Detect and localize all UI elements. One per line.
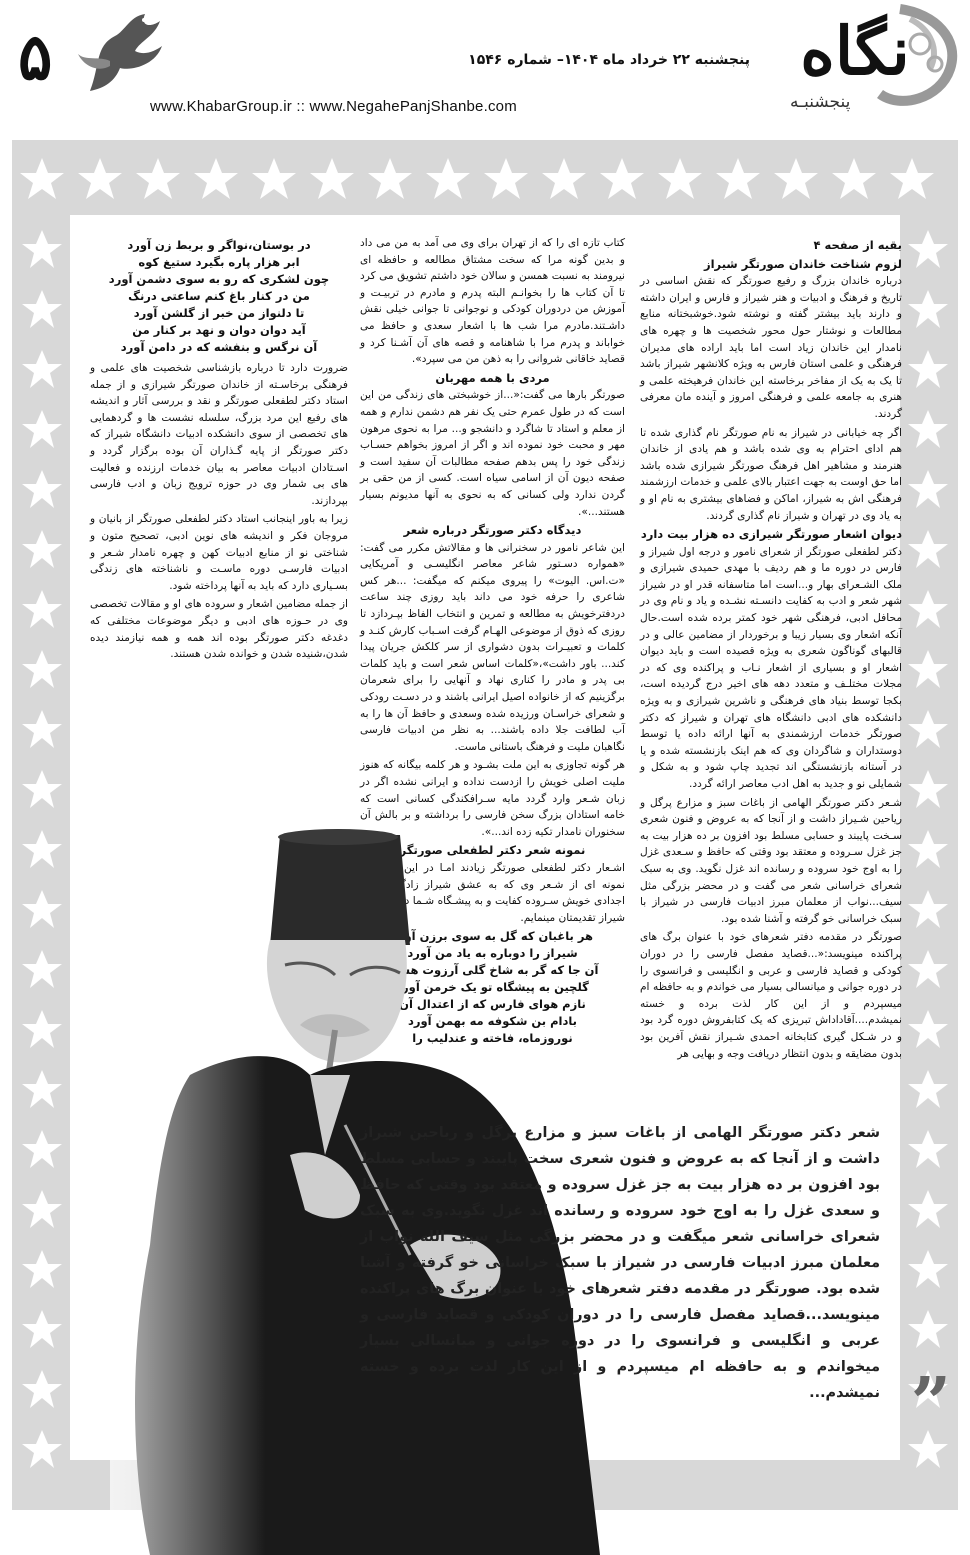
- issue-date: پنجشنبه ۲۲ خرداد ماه ۱۴۰۴– شماره ۱۵۴۶: [468, 52, 750, 68]
- poem-line: تا دلنواز من خبر از گلشن آورد: [133, 306, 305, 320]
- column-left: [90, 235, 348, 665]
- paragraph: ضرورت دارد تا درباره بازشناسی شخصیت های علمی و فرهنگی برخاسـته از خاندان صورتگر شیرازی و از جمله استاد دکتر لطفعلی صورتگر و نقد و بررسی آثار و اندیشه های رفیع این مرد بزرگ، سلسله نشست ها و گردهمایی های تخصصی از سوی دانشکده ادبیات دانشگاه شیراز که دکتر صورتگر از پایه گـذاران آن بوده برگزار گردد و اسـتادان ادبیات معاصر به بیان خدمات ارزنده و فعالیت های بی شمار وی در حوزه ترویج زبان و ادب فارسی بپردازند.: [90, 362, 348, 507]
- quote-mark-icon: „: [912, 1321, 953, 1404]
- section-heading: دیدگاه دکتر صورتگر درباره شعر: [403, 523, 582, 538]
- logo-subtitle: پنجشنبـه: [790, 92, 851, 112]
- poem-line: ابر هزار پاره بگیرد ستیغ کوه: [138, 255, 300, 269]
- paragraph: کتاب تازه ای را که از تهران برای وی می آمد به من می داد و بدین گونه مرا که سخت مشتاق مطالعه و حافظه ای نیرومند به نسبت همسن و سالان خود داشتم تشویق می کرد تا آن کتاب ها را بخوانـم البته پدرم و مادرم در تربیـت و آموزش من دردوران کودکی و نوجوانی تا جوانی خیلی نقش داشـتند.مادرم مرا شب ها با اشعار سعدی و حافظ می خواباند و پدرم مرا با شاهنامه و قصه های آن آشـنا کرد و قصاید خاقانی شروانی را به ذهن من می سپرد».: [360, 237, 625, 366]
- poem-line: من در کنار باغ کنم ساعتی درنگ: [128, 289, 310, 303]
- paragraph: زیرا به باور اینجانب استاد دکتر لطفعلی صورتگر از بانیان و مروجان فکر و اندیشه های نوین ادبی، تصحیح متون و شناختی نو از منابع ادبیات کهن و چهره نامدار شـعر و ادبیات فارسـی دوره ماسـت و ناشناخته های زندگی بسـیاری دارد که باید به آنها پرداخته شود.: [90, 513, 348, 592]
- paragraph: هر گونه تجاوزی به این ملت بشـود و هر کلمه بیگانه که هنوز ملیت اصلی خویش را ازدست نداده و ایرانی نشده اگر در زبان شـعر وارد گردد مایه سـرافکندگی کسانی است که خامه استادان بزرگ سخن فارسی را برداشته و بر بالش آن: [360, 759, 625, 822]
- poem-block: [90, 237, 348, 356]
- phoenix-icon: [70, 6, 170, 101]
- paragraph: این شاعر نامور در سخنرانی ها و مقالاتش مکرر می گفت: «همواره دسـتور شاعر معاصر انگلیسـی و آمریکایی «ت.اس. الیوت» را پیروی میکنم که میگفت: ...هر کس شاعری را حرفه خود می داند باید روزی چند ساعت دردفترخویش به مطالعه و تمرین و انتخاب الفاظ بپـردازد تا روزی که ذوق از موضوعی الهـام گرفت اسـباب کارش کنـد و کلمات و تعبیـرات بدون دشواری از سر کلکش جریان پیدا کند... باور داشت»،«کلمات اساس شعر است و باید کلمات بی پدر و مادر را کناری نهاد و آنهایی را برای شعرمان برگزینیم که از خانواده اصیل ایرانی باشند و در دسـت رودکی و شعرای خراسـان ورزیده شده وسعدی و حافظ آن ها را به آب لطافت جلا داده باشند... به نظر من ادبیات فارسی نگاهبان ملیت و فرهنگ باستانی ماست.: [360, 541, 625, 753]
- column-right: [640, 235, 902, 1064]
- poem-line: چون لشکری که رو به سوی دشمن آورد: [108, 272, 330, 286]
- paragraph: شـعر دکتر صورتگر الهامی از باغات سبز و مزارع پرگل و ریاحین شـیراز داشت و از آنجا که به عروض و فنون شعری سـخت پایبند و حسابی مسلط بود افزون بر ده هزار بیت به جز غزل سـروده و معتقد بود وقتی که حافظ و سـعدی غزل را به اوج خود سروده و رسانده اند غزل نگوید. وی به سبک شعرای خراسانی شعر می گفت و در محضر بزرگی مثل سیف...نواب از معلمان مبرز ادبیات فارسی در شیراز با سبک خراسانی خو گرفته و آشنا شده بود.: [640, 796, 902, 925]
- star-border-left: [12, 210, 72, 1500]
- pull-quote: شعر دکتر صورتگر الهامی از باغات سبز و مزارع پرگل و ریاحین شیراز داشت و از آنجا که به عروض و فنون شعری سخت پایبند و حسابی مسلط بود افزون بر ده هزار بیت به جز غزل سروده و معتقد بود وقتی که حافظ و سعدی غزل را به اوج خود سروده و رسانده اند غزل نگوید.وی به سبک شعرای خراسانی شعر میگفت و در محضر بزرگی مثل سیف الله نواب از معلمان مبرز ادبیات فارسی در شیراز با سبک خراسانی خو گرفته و آشنا شده بود. صورتگر در مقدمه دفتر شعرهای خود با عنوان برگ های پراکنده مینویسد...قصاید مفصل فارسی را در دوران کودکی و قصاید فارسی و عربی و انگلیسی و فرانسوی را در دوره جوانی و میانسالی بسیار میخواندم و به حافظه ام میسپردم و از این کار لذت برده و خسته نمیشدم...: [360, 1125, 880, 1401]
- star-border-top: [12, 150, 958, 210]
- paragraph: درباره خاندان بزرگ و رفیع صورتگر که نقش اساسی در تاریخ و فرهنگ و ادبیات و هنر شیراز و فارس و ایران داشته و دارند باید بیشتر گفته و نوشته شود.خوشبختانه منابع مطالعات و نوشتار حول محور شخصیت ها و چهره های نامدار این خاندان زیاد است اما باید اراده های مدیران فرهنگی و علمی استان فارس به ویژه کلانشهر شیراز باشد تا یک به یک از مفاخر برخاسته این خاندان فرهیخته علمی و هنری به جامعه علمی و فرهنگی امروز و آینده مان معرفی گردند.: [640, 275, 902, 420]
- section-title: لزوم شناخت خاندان صورتگر شیراز: [704, 256, 902, 271]
- logo-text: نگاه: [800, 12, 910, 90]
- page-number: ۵: [18, 20, 53, 95]
- star-border-right: [898, 210, 958, 1500]
- continued-note: بقیه از صفحه ۴: [813, 238, 902, 252]
- paragraph: اگر چه خیابانی در شیراز به نام صورتگر نام گذاری شده تا هم ادای احترام به وی شده باشد و هم یادی از خاندان هنرمند و مشاهیر اهل فرهنگ صورتگر شیرازی شده باشد اما حق اوست به جهت اعتبار بالای علمی و خدمات ارزشمند فرهنگی اش به شیراز، اماکن و فضاهای بیشتری به نام او و به یاد وی در تهران و شیراز نام گذاری گردند.: [640, 426, 902, 522]
- poem-line: آید دوان دوان و نهد بر کنار من: [132, 323, 306, 337]
- poem-line: آن نرگس و بنفشه که در دامن آورد: [120, 340, 318, 354]
- paragraph: از جمله مضامین اشعار و سروده های او و مقالات تخصصی وی در حـوزه های ادبی و دیگر موضوعات مختلفی که دغدغه دکتر صورتگر بوده اند همه و همه نیازمند دیده شدن،شنیده شدن و خوانده شدن هستند.: [90, 598, 348, 661]
- page-header: [0, 0, 970, 140]
- section-heading: مردی با همه مهربان: [435, 370, 550, 385]
- paragraph: صورتگر بارها می گفت:«...از خوشبختی های زندگی من این است که در طول عمرم حتی یک نفر هم دشمن ندارم و همه از معلم و استاد تا شاگرد و دانشجو و... مرا به نحوی مرهون مهر و محبت خود نموده اند و اگر از امروز بخواهم حسـاب زندگی خود را پس بدهم صفحه مطالبات آن سفید است و صفحه دیون آن از اسامی سیاه است. کسی از من حقی بر گردن ندارد ولی کسانی که به نحوی به آنها مدیونم بسیار هستند...».: [360, 389, 625, 518]
- poem-line: در بوستان،نواگر و بربط زن آورد: [127, 238, 311, 252]
- website-links[interactable]: www.KhabarGroup.ir :: www.NegahePanjShanbe.com: [150, 98, 517, 115]
- paragraph: دکتر لطفعلی صورتگر از شعرای نامور و درجه اول شیراز و فارس در دوره ما و هم ردیف با مهدی حمیدی شیرازی و ملک الشـعرای بهار و...است اما متاسفانه قدر او در شیراز شهر شعر و ادب به کفایت دانسـته نشـده و یاد و نام وی در محافل ادبی، فرهنگی شهر خود کمتر برده شده است.حال آنکه اشعار وی بسیار زیبا و برخوردار از مضامین عالی و در قالبهای گوناگون شعری به ویژه قصیده است و باید دیوان اشعار او و بسیاری از اشعار نـاب و پراکنده وی که در مجلات مختلـف و متعدد دهه های اخیر درج گردیده است، بکجا توسط بنیاد های فرهنگی و ناشرین شیرازی و به ویژه دانشکده های ادبی دانشگاه های تهران و شیراز که دکتر صورتگر خدمات ارزشمندی به آنها ارائه داده یا توسط دوستداران و شاگردان وی که هم اینک بازنشسته شده و یا در آستانه بازنشستگی اند تجدید چاپ شود و به شکل و شمایلی نو و جدید به اهل ادب معاصر ارائه گردد.: [640, 545, 902, 790]
- paragraph: صورتگر در مقدمه دفتر شعرهای خود با عنوان برگ های پراکنده مینویسد:«...قصاید مفصل فارسی را در دوران کودکی و قصاید فارسی و عربی و انگلیسی و فرانسوی را در دوره جوانی و میانسالی بسیار می خواندم و به حافظه ام میسپردم و از این کار لذت برده و خسته نمیشدم....آقاداداش تبریزی که یک کتابفروش دوره گرد بود و در شـکل گیری کتابخانه احمدی شـیراز نقش آفرین بود بدون مضایقه و بدون انتظار دریافت وجه و بهایی هر: [640, 931, 902, 1060]
- section-subtitle: دیوان اشعار صورتگر شیرازی ده هزار بیت دارد: [640, 527, 902, 542]
